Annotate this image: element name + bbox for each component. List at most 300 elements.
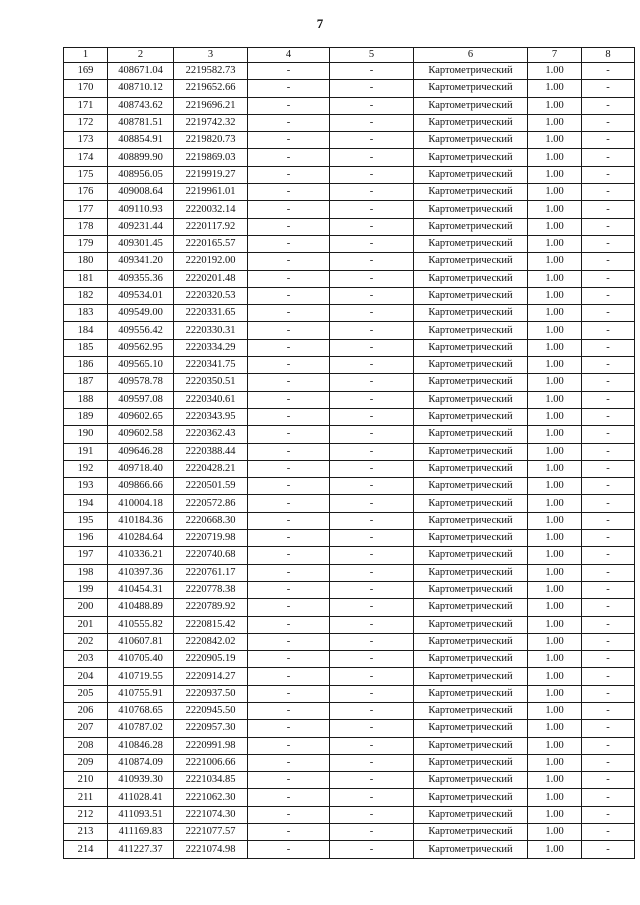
table-cell-col-point-number: 175 <box>64 166 108 183</box>
table-cell-col-5: - <box>330 322 414 339</box>
table-cell-col-x: 408956.05 <box>108 166 174 183</box>
table-cell-col-accuracy: 1.00 <box>528 114 582 131</box>
table-row <box>64 80 635 97</box>
table-row <box>64 841 635 858</box>
table-cell-col-point-number: 181 <box>64 270 108 287</box>
table-cell-col-5: - <box>330 218 414 235</box>
table-cell-col-4: - <box>248 564 330 581</box>
table-cell-col-y: 2221074.30 <box>174 806 248 823</box>
table-cell-col-point-number: 192 <box>64 460 108 477</box>
table-cell-col-x: 410454.31 <box>108 581 174 598</box>
table-cell-col-method: Картометрический <box>414 63 528 80</box>
table-row <box>64 824 635 841</box>
table-cell-col-5: - <box>330 754 414 771</box>
table-cell-col-point-number: 183 <box>64 305 108 322</box>
table-cell-col-4: - <box>248 668 330 685</box>
table-row <box>64 512 635 529</box>
table-cell-col-accuracy: 1.00 <box>528 97 582 114</box>
table-cell-col-5: - <box>330 63 414 80</box>
table-cell-col-method: Картометрический <box>414 391 528 408</box>
table-row <box>64 789 635 806</box>
table-cell-col-method: Картометрический <box>414 339 528 356</box>
table-cell-col-method: Картометрический <box>414 702 528 719</box>
table-cell-col-accuracy: 1.00 <box>528 633 582 650</box>
table-row <box>64 685 635 702</box>
table-row <box>64 633 635 650</box>
table-cell-col-5: - <box>330 651 414 668</box>
table-cell-col-accuracy: 1.00 <box>528 547 582 564</box>
table-cell-col-8: - <box>582 374 635 391</box>
table-cell-col-4: - <box>248 80 330 97</box>
table-cell-col-accuracy: 1.00 <box>528 426 582 443</box>
table-cell-col-accuracy: 1.00 <box>528 63 582 80</box>
table-cell-col-accuracy: 1.00 <box>528 806 582 823</box>
table-cell-col-x: 410004.18 <box>108 495 174 512</box>
table-cell-col-5: - <box>330 80 414 97</box>
page-number: 7 <box>316 16 324 31</box>
table-cell-col-5: - <box>330 184 414 201</box>
table-cell-col-accuracy: 1.00 <box>528 581 582 598</box>
table-cell-col-8: - <box>582 270 635 287</box>
table-cell-col-method: Картометрический <box>414 132 528 149</box>
table-cell-col-5: - <box>330 132 414 149</box>
table-cell-col-y: 2221034.85 <box>174 772 248 789</box>
table-cell-col-point-number: 169 <box>64 63 108 80</box>
table-cell-col-y: 2219652.66 <box>174 80 248 97</box>
table-cell-col-y: 2220362.43 <box>174 426 248 443</box>
table-cell-col-point-number: 191 <box>64 443 108 460</box>
table-cell-col-5: - <box>330 530 414 547</box>
table-cell-col-8: - <box>582 443 635 460</box>
table-cell-col-y: 2220789.92 <box>174 599 248 616</box>
table-cell-col-method: Картометрический <box>414 201 528 218</box>
table-cell-col-x: 409565.10 <box>108 357 174 374</box>
table-cell-col-method: Картометрический <box>414 80 528 97</box>
table-cell-col-y: 2220778.38 <box>174 581 248 598</box>
table-cell-col-5: - <box>330 114 414 131</box>
table-cell-col-5: - <box>330 374 414 391</box>
table-cell-col-4: - <box>248 149 330 166</box>
table-cell-col-accuracy: 1.00 <box>528 754 582 771</box>
table-cell-col-y: 2219869.03 <box>174 149 248 166</box>
table-cell-col-5: - <box>330 702 414 719</box>
column-header-4: 4 <box>248 48 330 63</box>
table-row <box>64 495 635 512</box>
table-cell-col-y: 2221006.66 <box>174 754 248 771</box>
table-cell-col-x: 408710.12 <box>108 80 174 97</box>
table-cell-col-method: Картометрический <box>414 685 528 702</box>
table-cell-col-8: - <box>582 789 635 806</box>
table-cell-col-5: - <box>330 149 414 166</box>
table-cell-col-4: - <box>248 305 330 322</box>
table-cell-col-accuracy: 1.00 <box>528 339 582 356</box>
table-cell-col-5: - <box>330 495 414 512</box>
table-cell-col-accuracy: 1.00 <box>528 841 582 858</box>
table-cell-col-4: - <box>248 270 330 287</box>
table-cell-col-point-number: 180 <box>64 253 108 270</box>
table-row <box>64 737 635 754</box>
table-cell-col-accuracy: 1.00 <box>528 270 582 287</box>
table-cell-col-8: - <box>582 218 635 235</box>
table-cell-col-5: - <box>330 668 414 685</box>
table-cell-col-x: 409110.93 <box>108 201 174 218</box>
table-cell-col-x: 409597.08 <box>108 391 174 408</box>
table-cell-col-y: 2220340.61 <box>174 391 248 408</box>
table-cell-col-8: - <box>582 391 635 408</box>
table-cell-col-5: - <box>330 270 414 287</box>
table-cell-col-method: Картометрический <box>414 374 528 391</box>
table-cell-col-x: 409534.01 <box>108 287 174 304</box>
table-cell-col-x: 409562.95 <box>108 339 174 356</box>
table-cell-col-point-number: 179 <box>64 235 108 252</box>
table-cell-col-method: Картометрический <box>414 633 528 650</box>
header-row <box>64 48 635 63</box>
table-cell-col-method: Картометрический <box>414 270 528 287</box>
table-row <box>64 322 635 339</box>
table-cell-col-method: Картометрический <box>414 218 528 235</box>
table-cell-col-y: 2219582.73 <box>174 63 248 80</box>
table-row <box>64 149 635 166</box>
table-cell-col-accuracy: 1.00 <box>528 201 582 218</box>
table-row <box>64 253 635 270</box>
table-cell-col-x: 410397.36 <box>108 564 174 581</box>
table-cell-col-y: 2220334.29 <box>174 339 248 356</box>
table-row <box>64 564 635 581</box>
table-cell-col-4: - <box>248 287 330 304</box>
table-cell-col-4: - <box>248 841 330 858</box>
table-cell-col-method: Картометрический <box>414 737 528 754</box>
table-cell-col-point-number: 194 <box>64 495 108 512</box>
table-cell-col-point-number: 182 <box>64 287 108 304</box>
table-cell-col-method: Картометрический <box>414 253 528 270</box>
table-cell-col-y: 2220165.57 <box>174 235 248 252</box>
table-cell-col-y: 2221074.98 <box>174 841 248 858</box>
table-cell-col-x: 411093.51 <box>108 806 174 823</box>
table-cell-col-x: 410184.36 <box>108 512 174 529</box>
table-cell-col-5: - <box>330 616 414 633</box>
table-cell-col-point-number: 176 <box>64 184 108 201</box>
table-cell-col-y: 2220937.50 <box>174 685 248 702</box>
table-cell-col-y: 2219961.01 <box>174 184 248 201</box>
table-cell-col-x: 410607.81 <box>108 633 174 650</box>
table-row <box>64 114 635 131</box>
table-cell-col-y: 2220350.51 <box>174 374 248 391</box>
table-cell-col-y: 2220815.42 <box>174 616 248 633</box>
table-cell-col-5: - <box>330 512 414 529</box>
table-cell-col-8: - <box>582 668 635 685</box>
table-row <box>64 235 635 252</box>
table-cell-col-8: - <box>582 426 635 443</box>
table-cell-col-accuracy: 1.00 <box>528 235 582 252</box>
table-cell-col-4: - <box>248 63 330 80</box>
table-cell-col-point-number: 205 <box>64 685 108 702</box>
table-cell-col-5: - <box>330 408 414 425</box>
table-cell-col-x: 410705.40 <box>108 651 174 668</box>
table-row <box>64 391 635 408</box>
table-cell-col-5: - <box>330 789 414 806</box>
table-cell-col-5: - <box>330 166 414 183</box>
table-row <box>64 218 635 235</box>
table-cell-col-y: 2219919.27 <box>174 166 248 183</box>
table-cell-col-5: - <box>330 547 414 564</box>
table-cell-col-point-number: 188 <box>64 391 108 408</box>
table-cell-col-accuracy: 1.00 <box>528 789 582 806</box>
table-cell-col-method: Картометрический <box>414 824 528 841</box>
table-cell-col-accuracy: 1.00 <box>528 599 582 616</box>
table-cell-col-8: - <box>582 754 635 771</box>
table-cell-col-x: 410846.28 <box>108 737 174 754</box>
table-cell-col-4: - <box>248 322 330 339</box>
coordinates-table <box>63 47 635 859</box>
table-cell-col-y: 2221062.30 <box>174 789 248 806</box>
table-cell-col-4: - <box>248 772 330 789</box>
table-cell-col-method: Картометрический <box>414 599 528 616</box>
table-cell-col-method: Картометрический <box>414 530 528 547</box>
table-cell-col-4: - <box>248 408 330 425</box>
table-cell-col-method: Картометрический <box>414 512 528 529</box>
table-cell-col-point-number: 170 <box>64 80 108 97</box>
table-cell-col-accuracy: 1.00 <box>528 443 582 460</box>
table-cell-col-accuracy: 1.00 <box>528 357 582 374</box>
table-cell-col-8: - <box>582 564 635 581</box>
table-cell-col-4: - <box>248 218 330 235</box>
table-cell-col-8: - <box>582 633 635 650</box>
table-cell-col-accuracy: 1.00 <box>528 408 582 425</box>
table-cell-col-accuracy: 1.00 <box>528 495 582 512</box>
column-header-6: 6 <box>414 48 528 63</box>
table-cell-col-y: 2220668.30 <box>174 512 248 529</box>
table-cell-col-point-number: 193 <box>64 478 108 495</box>
table-cell-col-y: 2220914.27 <box>174 668 248 685</box>
table-cell-col-5: - <box>330 564 414 581</box>
table-cell-col-8: - <box>582 201 635 218</box>
table-cell-col-point-number: 202 <box>64 633 108 650</box>
table-cell-col-point-number: 214 <box>64 841 108 858</box>
column-header-5: 5 <box>330 48 414 63</box>
table-cell-col-y: 2220192.00 <box>174 253 248 270</box>
table-cell-col-y: 2220331.65 <box>174 305 248 322</box>
table-cell-col-5: - <box>330 824 414 841</box>
table-cell-col-method: Картометрический <box>414 581 528 598</box>
table-cell-col-5: - <box>330 841 414 858</box>
table-cell-col-x: 409341.20 <box>108 253 174 270</box>
table-cell-col-method: Картометрический <box>414 651 528 668</box>
table-cell-col-x: 408781.51 <box>108 114 174 131</box>
table-cell-col-accuracy: 1.00 <box>528 564 582 581</box>
table-cell-col-5: - <box>330 443 414 460</box>
table-cell-col-8: - <box>582 235 635 252</box>
table-cell-col-8: - <box>582 512 635 529</box>
table-cell-col-method: Картометрический <box>414 841 528 858</box>
table-cell-col-5: - <box>330 599 414 616</box>
column-header-8: 8 <box>582 48 635 63</box>
table-cell-col-accuracy: 1.00 <box>528 772 582 789</box>
table-cell-col-point-number: 204 <box>64 668 108 685</box>
table-cell-col-y: 2219696.21 <box>174 97 248 114</box>
table-cell-col-method: Картометрический <box>414 460 528 477</box>
table-cell-col-y: 2220320.53 <box>174 287 248 304</box>
table-cell-col-accuracy: 1.00 <box>528 530 582 547</box>
table-cell-col-x: 410555.82 <box>108 616 174 633</box>
table-row <box>64 599 635 616</box>
table-cell-col-8: - <box>582 149 635 166</box>
table-cell-col-8: - <box>582 495 635 512</box>
table-cell-col-point-number: 212 <box>64 806 108 823</box>
table-cell-col-x: 410755.91 <box>108 685 174 702</box>
table-cell-col-y: 2220428.21 <box>174 460 248 477</box>
table-cell-col-method: Картометрический <box>414 772 528 789</box>
table-cell-col-y: 2220991.98 <box>174 737 248 754</box>
table-cell-col-point-number: 207 <box>64 720 108 737</box>
table-cell-col-4: - <box>248 253 330 270</box>
table-cell-col-method: Картометрический <box>414 426 528 443</box>
table-cell-col-x: 409231.44 <box>108 218 174 235</box>
table-cell-col-point-number: 178 <box>64 218 108 235</box>
table-cell-col-x: 409866.66 <box>108 478 174 495</box>
table-cell-col-method: Картометрический <box>414 235 528 252</box>
table-cell-col-point-number: 210 <box>64 772 108 789</box>
table-cell-col-accuracy: 1.00 <box>528 720 582 737</box>
table-cell-col-4: - <box>248 443 330 460</box>
table-cell-col-method: Картометрический <box>414 754 528 771</box>
table-cell-col-method: Картометрический <box>414 547 528 564</box>
table-cell-col-y: 2220761.17 <box>174 564 248 581</box>
table-cell-col-x: 410939.30 <box>108 772 174 789</box>
table-row <box>64 408 635 425</box>
table-row <box>64 357 635 374</box>
table-cell-col-x: 409301.45 <box>108 235 174 252</box>
table-cell-col-method: Картометрический <box>414 616 528 633</box>
table-row <box>64 668 635 685</box>
table-cell-col-point-number: 201 <box>64 616 108 633</box>
table-cell-col-4: - <box>248 495 330 512</box>
table-cell-col-4: - <box>248 737 330 754</box>
table-cell-col-method: Картометрический <box>414 564 528 581</box>
table-row <box>64 184 635 201</box>
table-cell-col-point-number: 196 <box>64 530 108 547</box>
table-cell-col-y: 2220201.48 <box>174 270 248 287</box>
table-body <box>64 63 635 859</box>
table-cell-col-method: Картометрический <box>414 305 528 322</box>
table-cell-col-point-number: 174 <box>64 149 108 166</box>
table-cell-col-8: - <box>582 460 635 477</box>
table-cell-col-4: - <box>248 357 330 374</box>
table-cell-col-4: - <box>248 426 330 443</box>
table-cell-col-x: 411169.83 <box>108 824 174 841</box>
table-cell-col-8: - <box>582 651 635 668</box>
table-cell-col-x: 409355.36 <box>108 270 174 287</box>
table-cell-col-method: Картометрический <box>414 789 528 806</box>
table-row <box>64 754 635 771</box>
table-cell-col-accuracy: 1.00 <box>528 668 582 685</box>
table-cell-col-accuracy: 1.00 <box>528 184 582 201</box>
table-cell-col-accuracy: 1.00 <box>528 287 582 304</box>
table-row <box>64 305 635 322</box>
table-row <box>64 97 635 114</box>
table-cell-col-accuracy: 1.00 <box>528 149 582 166</box>
table-cell-col-8: - <box>582 253 635 270</box>
table-cell-col-x: 410787.02 <box>108 720 174 737</box>
table-cell-col-8: - <box>582 737 635 754</box>
table-cell-col-y: 2220117.92 <box>174 218 248 235</box>
table-cell-col-point-number: 213 <box>64 824 108 841</box>
table-cell-col-8: - <box>582 184 635 201</box>
table-cell-col-8: - <box>582 357 635 374</box>
table-cell-col-x: 409602.65 <box>108 408 174 425</box>
table-row <box>64 201 635 218</box>
table-cell-col-y: 2220341.75 <box>174 357 248 374</box>
table-row <box>64 287 635 304</box>
table-cell-col-4: - <box>248 391 330 408</box>
table-cell-col-accuracy: 1.00 <box>528 702 582 719</box>
table-cell-col-5: - <box>330 235 414 252</box>
table-cell-col-8: - <box>582 530 635 547</box>
table-cell-col-accuracy: 1.00 <box>528 166 582 183</box>
table-cell-col-y: 2220330.31 <box>174 322 248 339</box>
table-cell-col-accuracy: 1.00 <box>528 460 582 477</box>
table-cell-col-4: - <box>248 754 330 771</box>
table-cell-col-y: 2219820.73 <box>174 132 248 149</box>
table-cell-col-method: Картометрический <box>414 322 528 339</box>
table-cell-col-8: - <box>582 616 635 633</box>
table-cell-col-y: 2220842.02 <box>174 633 248 650</box>
table-row <box>64 547 635 564</box>
table-cell-col-x: 409008.64 <box>108 184 174 201</box>
table-cell-col-point-number: 177 <box>64 201 108 218</box>
table-cell-col-4: - <box>248 530 330 547</box>
table-cell-col-method: Картометрический <box>414 668 528 685</box>
table-cell-col-5: - <box>330 97 414 114</box>
table-cell-col-method: Картометрический <box>414 97 528 114</box>
table-cell-col-5: - <box>330 391 414 408</box>
table-cell-col-point-number: 172 <box>64 114 108 131</box>
table-cell-col-point-number: 206 <box>64 702 108 719</box>
table-cell-col-accuracy: 1.00 <box>528 80 582 97</box>
table-cell-col-4: - <box>248 616 330 633</box>
table-cell-col-5: - <box>330 581 414 598</box>
table-cell-col-4: - <box>248 581 330 598</box>
table-cell-col-accuracy: 1.00 <box>528 322 582 339</box>
column-header-7: 7 <box>528 48 582 63</box>
table-cell-col-accuracy: 1.00 <box>528 737 582 754</box>
table-cell-col-x: 411227.37 <box>108 841 174 858</box>
table-cell-col-8: - <box>582 132 635 149</box>
table-cell-col-point-number: 184 <box>64 322 108 339</box>
table-row <box>64 443 635 460</box>
table-cell-col-point-number: 187 <box>64 374 108 391</box>
table-row <box>64 702 635 719</box>
table-cell-col-point-number: 198 <box>64 564 108 581</box>
table-cell-col-accuracy: 1.00 <box>528 651 582 668</box>
table-cell-col-y: 2220957.30 <box>174 720 248 737</box>
table-cell-col-8: - <box>582 166 635 183</box>
table-cell-col-accuracy: 1.00 <box>528 391 582 408</box>
table-cell-col-5: - <box>330 460 414 477</box>
table-cell-col-4: - <box>248 114 330 131</box>
table-cell-col-accuracy: 1.00 <box>528 132 582 149</box>
table-cell-col-8: - <box>582 339 635 356</box>
table-row <box>64 616 635 633</box>
table-cell-col-4: - <box>248 374 330 391</box>
table-cell-col-5: - <box>330 737 414 754</box>
table-cell-col-4: - <box>248 806 330 823</box>
table-cell-col-x: 409549.00 <box>108 305 174 322</box>
table-row <box>64 132 635 149</box>
table-cell-col-4: - <box>248 460 330 477</box>
table-cell-col-x: 410874.09 <box>108 754 174 771</box>
table-cell-col-5: - <box>330 772 414 789</box>
table-cell-col-x: 410719.55 <box>108 668 174 685</box>
